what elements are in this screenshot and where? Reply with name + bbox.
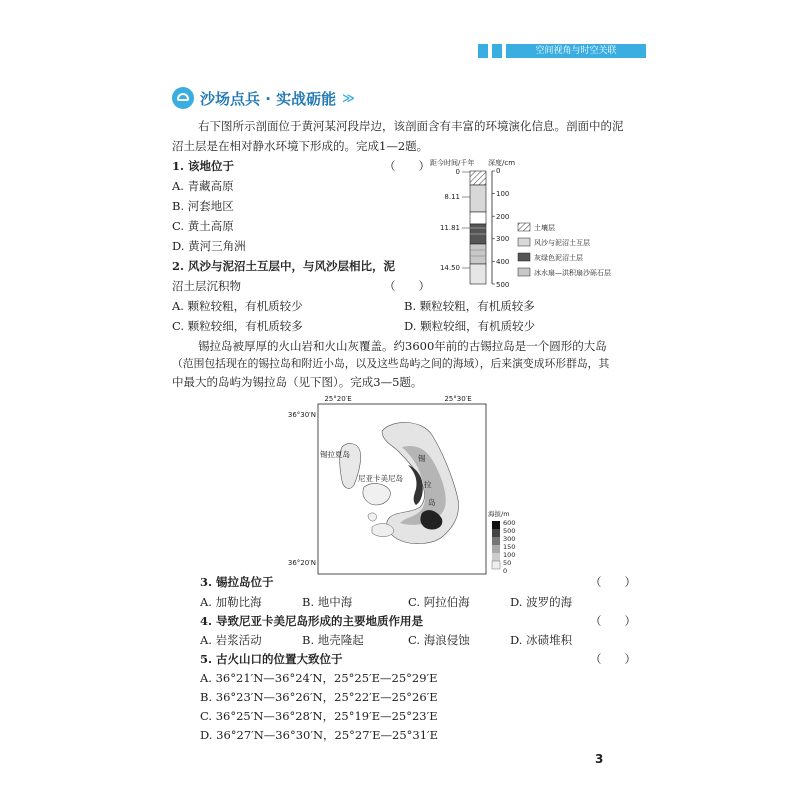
time-label: 11.81 [439, 224, 460, 232]
profile-time-header: 距今时间/千年 [430, 159, 475, 167]
q1-answer-paren[interactable]: （ ） [384, 159, 430, 173]
depth-tick: 200 [496, 213, 510, 221]
q2-option-d: D. 颗粒较细，有机质较少 [404, 319, 536, 333]
legend-gravel: 冰水扇—洪积扇沙砾石层 [534, 269, 611, 277]
q5-answer-paren[interactable]: （ ） [590, 652, 636, 666]
q4-answer-paren[interactable]: （ ） [590, 614, 636, 628]
q5-stem: 5. 古火山口的位置大致位于 [200, 652, 343, 666]
depth-tick: 0 [496, 167, 501, 175]
page-number: 3 [595, 752, 604, 766]
time-label: 0 [455, 168, 460, 176]
profile-depth-header: 深度/cm [488, 159, 516, 167]
depth-tick: 100 [496, 190, 510, 198]
label-thera-3: 岛 [428, 498, 436, 507]
label-thera-1: 锡 [418, 454, 426, 463]
intro1-line1: 右下图所示剖面位于黄河某河段岸边，该剖面含有丰富的环境演化信息。剖面中的泥 [198, 119, 624, 133]
label-therasia: 锡拉夏岛 [320, 450, 350, 459]
elevation-tick: 0 [503, 567, 508, 575]
q4-option-d: D. 冰碛堆积 [510, 633, 573, 647]
header-block-2 [492, 44, 502, 58]
q1-option-b: B. 河套地区 [172, 199, 234, 213]
q5-option-a: A. 36°21′N—36°24′N，25°25′E—25°29′E [200, 671, 438, 685]
depth-tick: 400 [496, 258, 510, 266]
q2-stem-line1: 2. 风沙与泥沼土互层中，与风沙层相比，泥 [172, 259, 396, 273]
elevation-tick: 100 [503, 551, 516, 559]
header-banner: 空间视角与时空关联 [506, 44, 646, 58]
header-block-1 [478, 44, 488, 58]
q2-option-c: C. 颗粒较细，有机质较多 [172, 319, 303, 333]
q4-stem: 4. 导致尼亚卡美尼岛形成的主要地质作用是 [200, 614, 424, 628]
double-arrow-icon: ≫ [342, 91, 355, 105]
intro1-line2: 沼土层是在相对静水环境下形成的。完成1—2题。 [172, 139, 429, 153]
q1-option-d: D. 黄河三角洲 [172, 239, 246, 253]
q1-option-a: A. 青藏高原 [172, 179, 234, 193]
layer-soil [470, 171, 486, 185]
q3-option-b: B. 地中海 [302, 595, 353, 609]
q3-answer-paren[interactable]: （ ） [590, 575, 636, 589]
soil-profile-diagram [428, 156, 648, 291]
q4-option-b: B. 地壳隆起 [302, 633, 364, 647]
elevation-tick: 500 [503, 527, 516, 535]
layer-sand-mud [470, 185, 486, 212]
santorini-map [272, 395, 522, 577]
q2-option-b: B. 颗粒较粗，有机质较多 [404, 299, 535, 313]
depth-tick: 500 [496, 281, 510, 289]
q2-option-a: A. 颗粒较粗，有机质较少 [172, 299, 303, 313]
label-nea-kameni: 尼亚卡美尼岛 [358, 474, 403, 483]
layer-gravel-upper [470, 244, 486, 264]
elevation-tick: 300 [503, 535, 516, 543]
intro2-line3: 中最大的岛屿为锡拉岛（见下图）。完成3—5题。 [172, 375, 423, 389]
intro2-line2: （范围包括现在的锡拉岛和附近小岛，以及这些岛屿之间的海域），后来演变成环形群岛，其 [172, 357, 610, 370]
q3-option-c: C. 阿拉伯海 [408, 595, 470, 609]
legend-soil: 土壤层 [534, 224, 555, 232]
q5-option-b: B. 36°23′N—36°26′N，25°22′E—25°26′E [200, 690, 438, 704]
depth-tick: 300 [496, 235, 510, 243]
nea-kameni-island [363, 484, 390, 505]
label-thera-2: 拉 [424, 480, 432, 489]
layer-gravel-lower [470, 264, 486, 284]
section-title: 沙场点兵 · 实战砺能 [200, 89, 337, 108]
time-label: 8.11 [444, 193, 460, 201]
q2-stem-line2: 沼土层沉积物 [172, 279, 241, 293]
q3-option-d: D. 波罗的海 [510, 595, 573, 609]
q3-option-a: A. 加勒比海 [200, 595, 262, 609]
lat-label-south: 36°20′N [287, 559, 316, 567]
q1-stem: 1. 该地位于 [172, 159, 235, 173]
helmet-icon [172, 87, 194, 109]
lon-label-east: 25°30′E [444, 395, 472, 403]
q3-stem: 3. 锡拉岛位于 [200, 575, 274, 589]
elevation-legend-title: 海拔/m [488, 510, 510, 518]
section-heading [172, 87, 355, 109]
q5-option-c: C. 36°25′N—36°28′N，25°19′E—25°23′E [200, 709, 438, 723]
legend-sand-mud: 风沙与泥沼土互层 [534, 239, 590, 247]
q4-option-c: C. 海浪侵蚀 [408, 633, 470, 647]
q2-answer-paren[interactable]: （ ） [384, 279, 430, 293]
q1-option-c: C. 黄土高原 [172, 219, 234, 233]
q5-option-d: D. 36°27′N—36°30′N，25°27′E—25°31′E [200, 728, 439, 742]
legend-grey-green: 灰绿色泥沼土层 [534, 254, 583, 262]
q4-option-a: A. 岩浆活动 [200, 633, 262, 647]
elevation-tick: 600 [503, 519, 516, 527]
time-label: 14.50 [439, 264, 460, 272]
elevation-tick: 50 [503, 559, 512, 567]
elevation-tick: 150 [503, 543, 516, 551]
lat-label-north: 36°30′N [287, 411, 316, 419]
layer-gap [470, 212, 486, 224]
intro2-line1: 锡拉岛被厚厚的火山岩和火山灰覆盖。约3600年前的古锡拉岛是一个圆形的大岛 [198, 339, 607, 353]
lon-label-west: 25°20′E [324, 395, 352, 403]
